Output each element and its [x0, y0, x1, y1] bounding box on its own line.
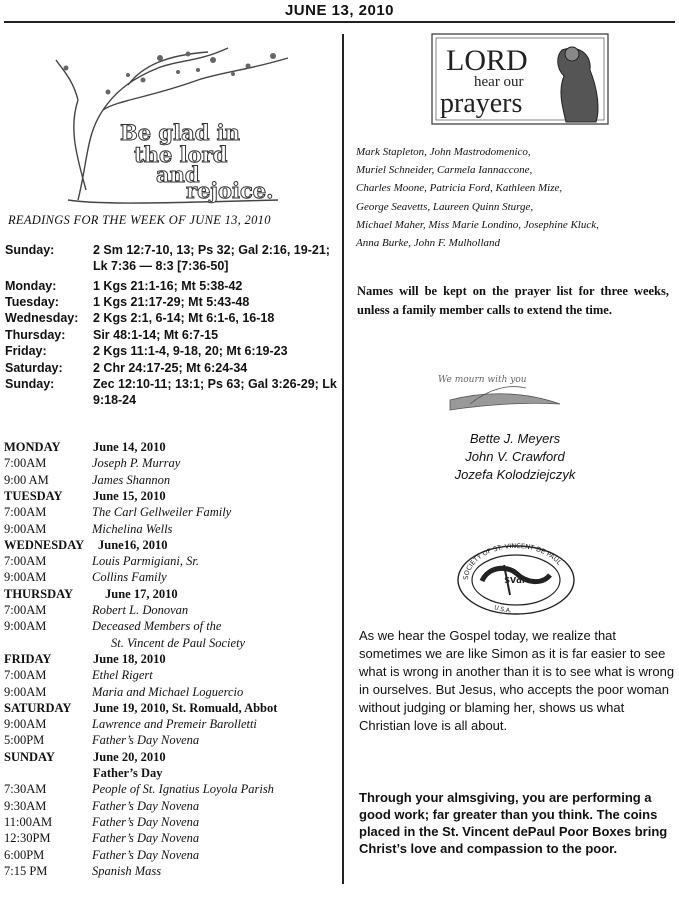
- mass-day-heading: [4, 651, 340, 667]
- reading-day: Wednesday:: [5, 311, 79, 325]
- prayer-name-line: Anna Burke, John F. Mulholland: [356, 237, 500, 250]
- prayer-name-line: George Seavetts, Laureen Quinn Sturge,: [356, 200, 534, 213]
- mass-intention-row: [4, 684, 340, 700]
- mass-intention: Father’s Day Novena: [92, 847, 200, 862]
- mass-time: 9:30AM: [4, 798, 47, 813]
- reading-text: Sir 48:1-14; Mt 6:7-15: [93, 328, 219, 342]
- mass-intention-row: [4, 798, 340, 814]
- reading-text: 2 Chr 24:17-25; Mt 6:24-34: [93, 361, 248, 375]
- mass-day-heading: [4, 749, 340, 765]
- mass-day-heading: [4, 488, 340, 504]
- mass-day-heading: [4, 700, 340, 716]
- mass-day-subheading: [4, 765, 340, 781]
- lord-hear-our-prayers-logo: [430, 30, 612, 130]
- svdp-society-logo: [454, 543, 578, 617]
- reading-row: [5, 310, 341, 326]
- reading-row: [5, 376, 341, 409]
- mass-intention-row: [4, 602, 340, 618]
- mass-day-date: June 17, 2010: [105, 586, 178, 601]
- mass-time: 9:00AM: [4, 684, 47, 699]
- reading-text: 2 Sm 12:7-10, 13; Ps 32; Gal 2:16, 19-21; Lk 7:36 — 8:3 [7:36-50]: [93, 243, 330, 274]
- tree-art-illustration: [48, 40, 300, 206]
- almsgiving-note: Through your almsgiving, you are performing a good work; far greater than you think. The coins placed in the St. Vincent dePaul Poor Boxes bring Christ’s love and compassion to the poor.: [359, 790, 668, 856]
- mass-day-label: WEDNESDAY: [4, 537, 85, 552]
- reading-day: Sunday:: [5, 377, 55, 391]
- readings-title: READINGS FOR THE WEEK OF JUNE 13, 2010: [8, 213, 271, 227]
- mass-time: 9:00AM: [4, 521, 47, 536]
- prayer-list-note: Names will be kept on the prayer list for three weeks, unless a family member calls to extend the time.: [357, 284, 669, 317]
- deceased-name: Bette J. Meyers: [469, 431, 561, 446]
- logo-lord: LORD: [446, 44, 528, 77]
- mass-intention: Louis Parmigiani, Sr.: [92, 554, 199, 569]
- mass-day-date: June 15, 2010: [93, 488, 166, 503]
- mass-intention: Father’s Day Novena: [92, 814, 200, 829]
- mass-day-date: June 19, 2010, St. Romuald, Abbot: [93, 700, 278, 715]
- mass-day-label: TUESDAY: [4, 488, 63, 503]
- reading-day: Sunday:: [5, 243, 55, 257]
- mass-intention-row: [4, 504, 340, 520]
- mass-intention-row: [4, 814, 340, 830]
- reading-row: [5, 278, 341, 294]
- mass-day-heading: [4, 439, 340, 455]
- art-line-2: the lord: [134, 142, 228, 167]
- mass-intention: Ethel Rigert: [92, 668, 153, 683]
- reading-text: Zec 12:10-11; 13:1; Ps 63; Gal 3:26-29; Lk 9:18-24: [93, 377, 337, 408]
- mass-intention-row: [4, 553, 340, 569]
- reading-text: 1 Kgs 21:1-16; Mt 5:38-42: [93, 279, 243, 293]
- reading-day: Thursday:: [5, 328, 66, 342]
- mass-day-label: FRIDAY: [4, 651, 52, 666]
- mass-intention: Lawrence and Premeir Barolletti: [92, 717, 257, 732]
- mass-time: 7:00AM: [4, 456, 47, 471]
- mass-intention: Michelina Wells: [92, 521, 173, 536]
- mass-intention: Father’s Day Novena: [92, 831, 200, 846]
- art-line-1: Be glad in: [120, 120, 240, 145]
- mass-intention: People of St. Ignatius Loyola Parish: [92, 782, 274, 797]
- mass-intention-row: [4, 472, 340, 488]
- reading-row: [5, 294, 341, 310]
- mass-time: 9:00AM: [4, 570, 47, 585]
- mass-time: 9:00AM: [4, 619, 47, 634]
- mass-intention: Spanish Mass: [92, 863, 162, 878]
- header-rule: [4, 21, 675, 23]
- mass-day-heading: [4, 537, 340, 553]
- mass-day-label: SATURDAY: [4, 700, 72, 715]
- mass-intention: Robert L. Donovan: [92, 603, 189, 617]
- we-mourn-with-you-art: [430, 370, 568, 416]
- deceased-name: Jozefa Kolodziejczyk: [454, 467, 576, 482]
- reading-text: 1 Kgs 21:17-29; Mt 5:43-48: [93, 295, 250, 309]
- prayer-name-line: Michael Maher, Miss Marie Londino, Josephine Kluck,: [356, 218, 599, 231]
- logo-hear-our: hear our: [474, 74, 524, 90]
- mass-intention: Joseph P. Murray: [92, 456, 181, 471]
- mass-time: 7:30AM: [4, 782, 47, 797]
- reading-text: 2 Kgs 2:1, 6-14; Mt 6:1-6, 16-18: [93, 311, 275, 325]
- prayer-name-line: Charles Moone, Patricia Ford, Kathleen Mize,: [356, 182, 563, 195]
- mass-intention-row: [4, 569, 340, 585]
- mass-time: 7:00AM: [4, 668, 47, 683]
- art-line-4: rejoice.: [186, 178, 274, 203]
- svdp-monogram: SVdP: [504, 576, 528, 585]
- reading-row: [5, 327, 341, 343]
- page-date-header: JUNE 13, 2010: [284, 2, 395, 19]
- reading-text: 2 Kgs 11:1-4, 9-18, 20; Mt 6:19-23: [93, 344, 288, 358]
- reading-day: Saturday:: [5, 361, 63, 375]
- mass-day-label: SUNDAY: [4, 749, 55, 764]
- mass-time: 11:00AM: [4, 814, 53, 829]
- mass-intention-row: [4, 781, 340, 797]
- mass-intention: James Shannon: [92, 472, 171, 487]
- mass-intention-row: [4, 716, 340, 732]
- logo-prayers: prayers: [440, 88, 523, 119]
- mass-time: 7:00AM: [4, 603, 47, 617]
- mass-time: 7:15 PM: [4, 863, 48, 878]
- prayer-name-line: Mark Stapleton, John Mastrodomenico,: [356, 146, 531, 158]
- reading-day: Monday:: [5, 279, 57, 293]
- mass-time: 9:00AM: [4, 717, 47, 732]
- mass-time: 12:30PM: [4, 831, 51, 846]
- mass-day-label: MONDAY: [4, 440, 61, 454]
- mass-time: 5:00PM: [4, 733, 45, 748]
- mourn-caption: We mourn with you: [438, 375, 527, 385]
- deceased-names: [350, 430, 679, 484]
- mass-intention-row: [4, 667, 340, 683]
- mass-time: 6:00PM: [4, 847, 45, 862]
- mass-day-date: Father’s Day: [93, 766, 163, 780]
- mass-day-date: June16, 2010: [98, 537, 168, 552]
- svdp-ring-text: SOCIETY OF ST. VINCENT DE PAUL: [461, 543, 564, 581]
- mass-intention-row: [4, 863, 340, 879]
- svg-text:U.S.A.: [493, 604, 512, 614]
- mass-intention-row: [4, 618, 340, 634]
- mass-time: 7:00AM: [4, 554, 47, 569]
- mass-intention-row: [4, 635, 340, 651]
- reading-day: Tuesday:: [5, 295, 59, 309]
- mass-day-date: June 14, 2010: [93, 440, 166, 454]
- prayer-name-line: Muriel Schneider, Carmela Iannaccone,: [356, 164, 533, 177]
- reading-day: Friday:: [5, 344, 47, 358]
- mass-intention: Father’s Day Novena: [92, 798, 200, 813]
- mass-intention-row: [4, 455, 340, 471]
- mass-intention: St. Vincent de Paul Society: [111, 635, 246, 650]
- mass-time: 7:00AM: [4, 505, 47, 520]
- mass-intention-row: [4, 521, 340, 537]
- mass-day-date: June 18, 2010: [93, 651, 166, 666]
- mass-intention-row: [4, 847, 340, 863]
- mass-time: 9:00 AM: [4, 472, 49, 487]
- mass-intention-row: [4, 830, 340, 846]
- reading-row: [5, 343, 341, 359]
- prayer-names: [356, 143, 676, 252]
- mass-day-heading: [4, 586, 340, 602]
- mass-intention: Deceased Members of the: [92, 619, 222, 634]
- svdp-usa-text: U.S.A.: [493, 604, 512, 615]
- mass-intention: Father’s Day Novena: [92, 733, 200, 748]
- mass-day-date: June 20, 2010: [93, 749, 166, 764]
- reading-row: [5, 360, 341, 376]
- reading-row: [5, 242, 341, 275]
- mass-intention-row: [4, 732, 340, 748]
- deceased-name: John V. Crawford: [465, 449, 565, 464]
- mass-day-label: THURSDAY: [4, 586, 74, 601]
- mass-intention: Collins Family: [92, 570, 167, 585]
- column-divider: [342, 34, 344, 884]
- gospel-reflection: As we hear the Gospel today, we realize that sometimes we are like Simon as it is far easier to see what is wrong in another than it is to see what is wrong in ourselves. But Jesus, who accepts the poor woman without judging or blaming her, shows us what Christian love is all about.: [359, 628, 675, 734]
- mass-intention: The Carl Gellweiler Family: [92, 505, 232, 520]
- mass-intention: Maria and Michael Loguercio: [92, 684, 244, 699]
- art-line-3: and: [156, 162, 200, 187]
